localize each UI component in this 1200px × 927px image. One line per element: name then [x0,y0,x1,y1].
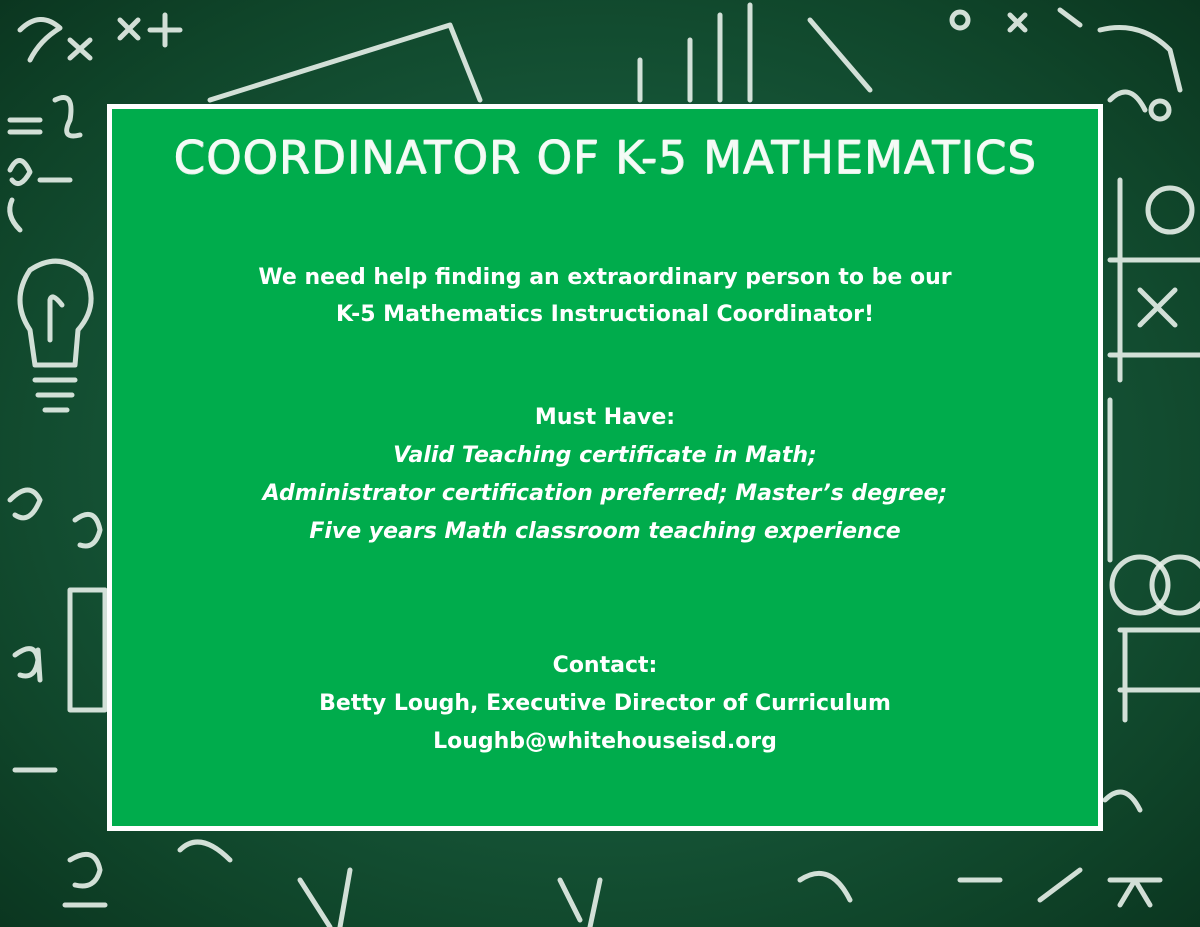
intro-line: We need help finding an extraordinary person to be our [258,265,952,290]
job-flyer-panel [107,104,1103,831]
requirement-item: Administrator certification preferred; Master’s degree; [262,481,948,506]
intro-line: K-5 Mathematics Instructional Coordinator! [335,302,875,327]
contact-section [112,647,1098,761]
contact-heading: Contact: [552,653,658,678]
requirements-heading: Must Have: [534,405,676,430]
contact-name: Betty Lough, Executive Director of Curriculum [319,691,891,716]
requirement-item: Five years Math classroom teaching experience [309,519,901,544]
requirements-section [112,399,1098,551]
flyer-title: COORDINATOR OF K-5 MATHEMATICS [173,131,1037,184]
intro-text [112,259,1098,333]
requirement-item: Valid Teaching certificate in Math; [393,443,817,468]
contact-email: Loughb@whitehouseisd.org [433,729,777,754]
